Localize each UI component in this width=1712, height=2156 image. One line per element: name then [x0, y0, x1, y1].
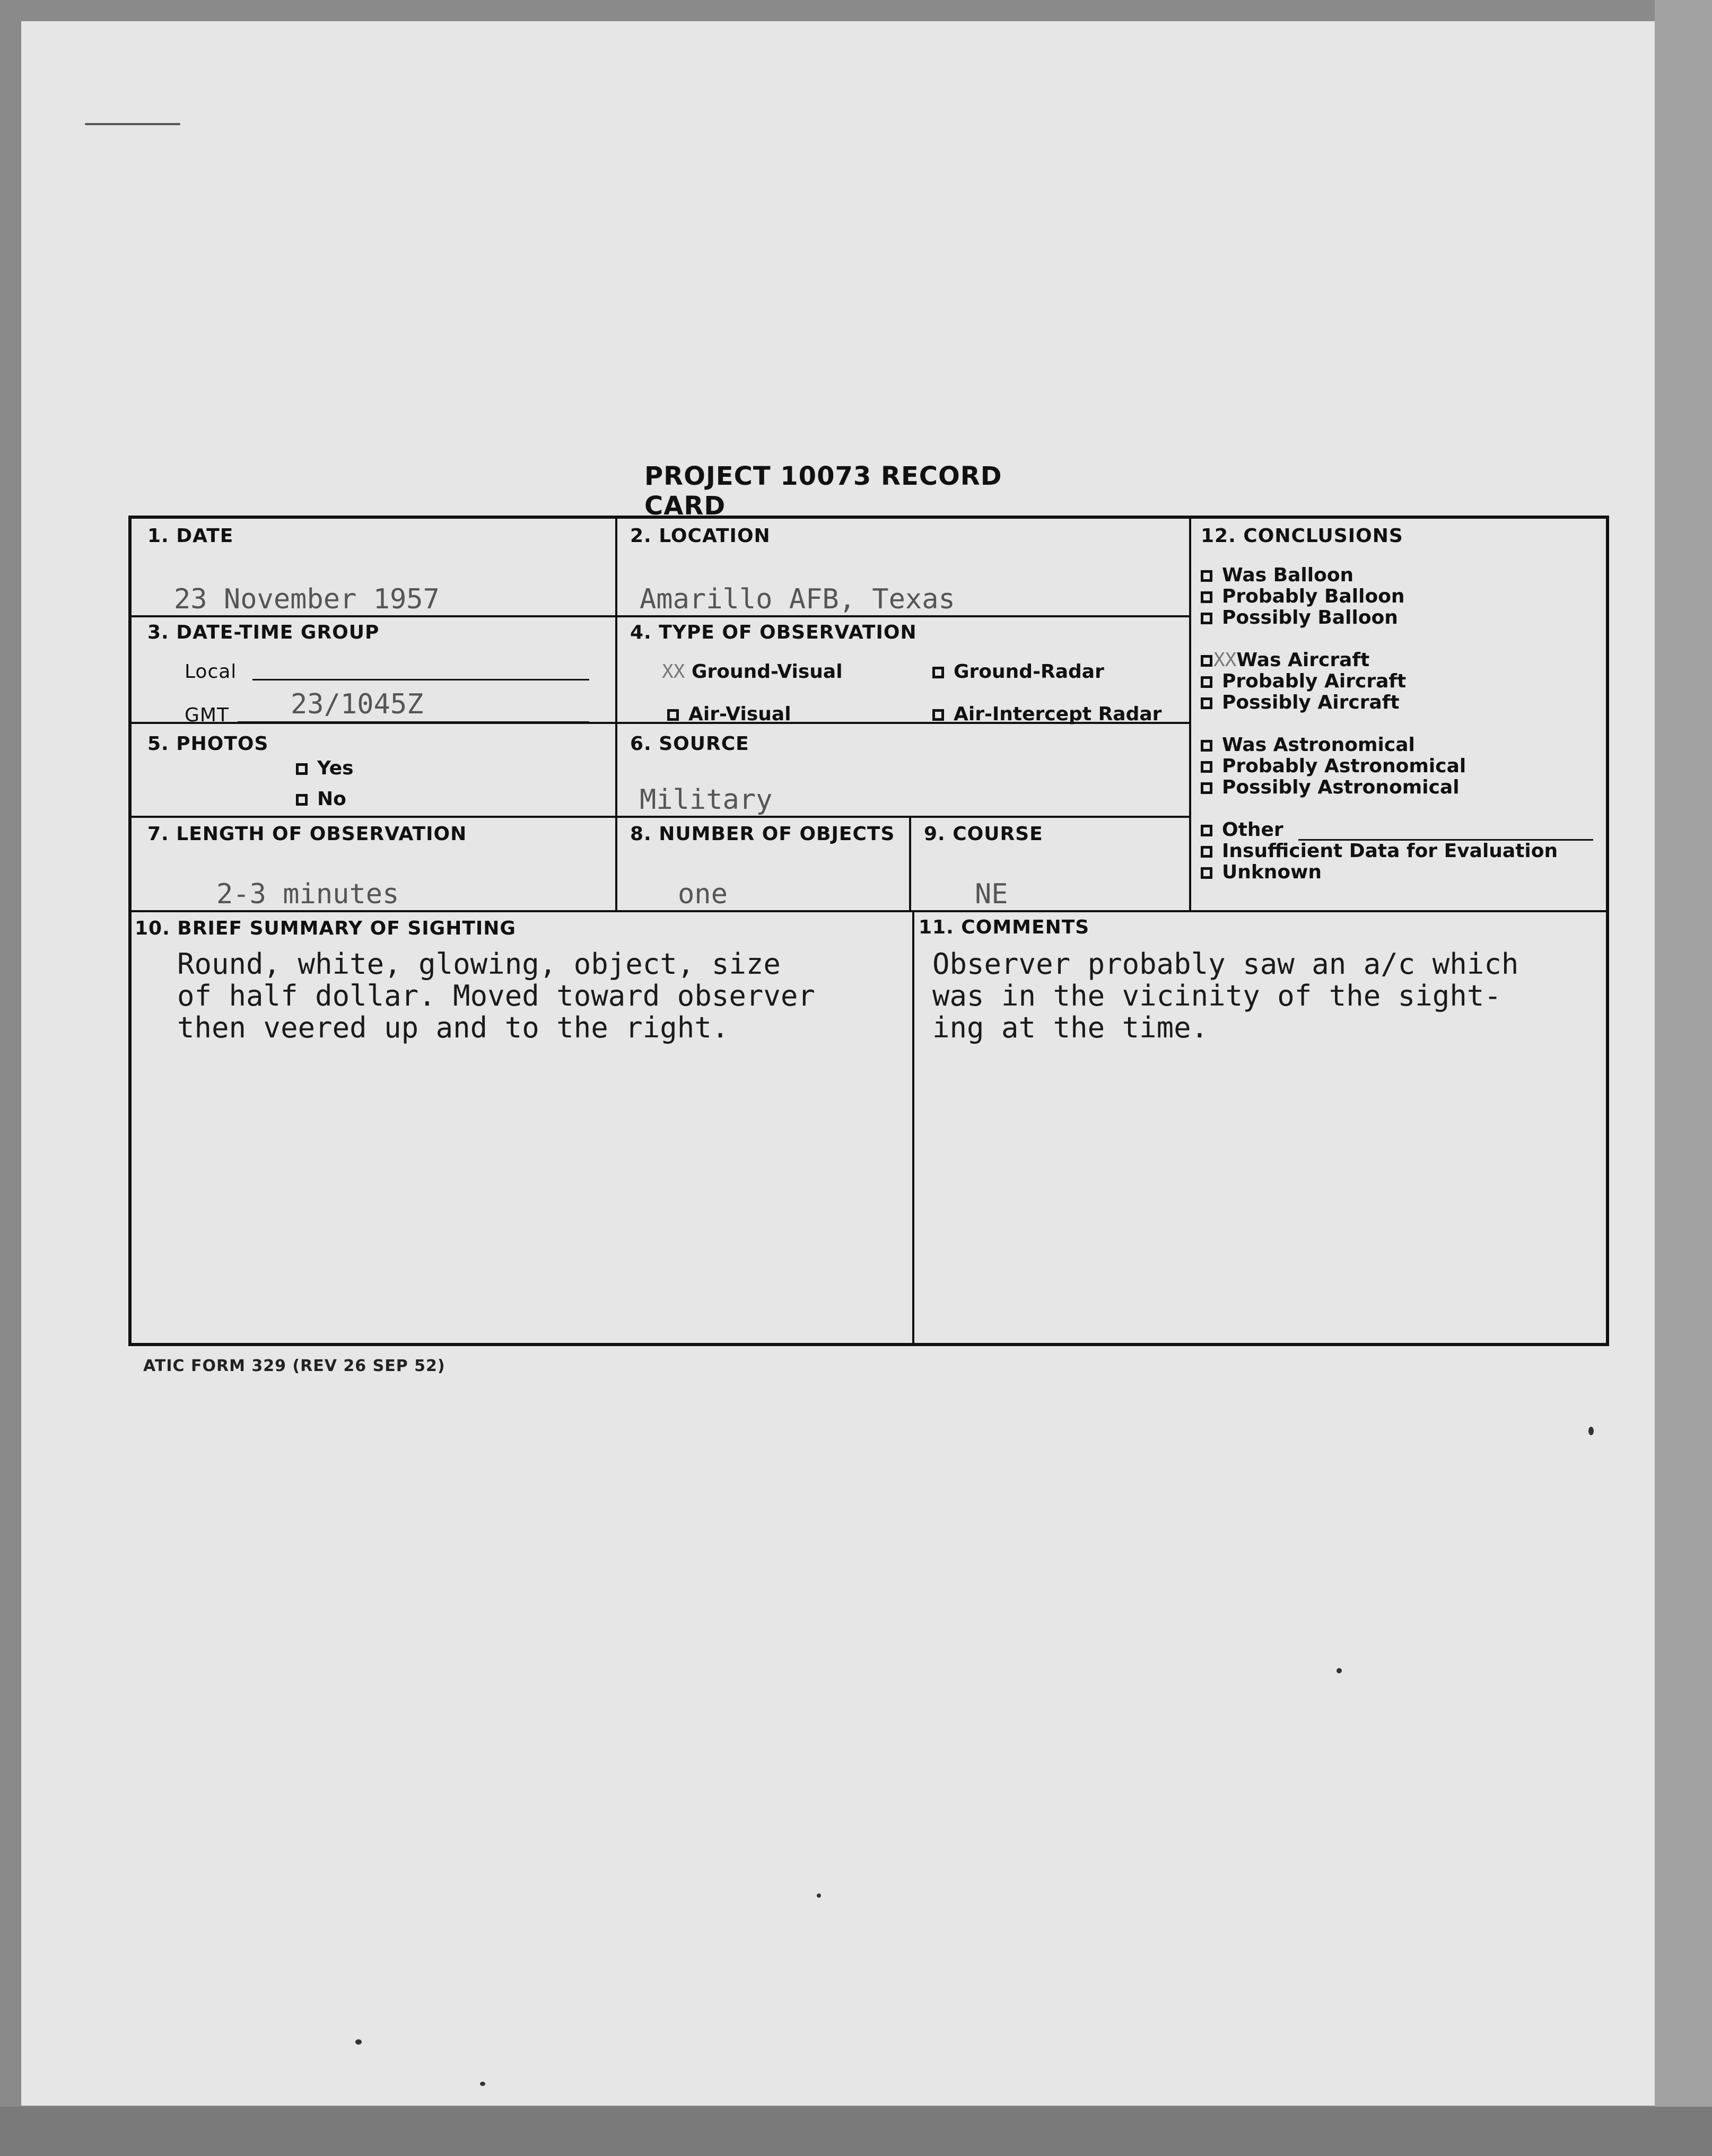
- checkbox-icon: [1201, 740, 1212, 752]
- scan-speck: [817, 1893, 821, 1898]
- checkbox-icon: [1201, 655, 1212, 667]
- summary-label: 10. BRIEF SUMMARY OF SIGHTING: [135, 918, 516, 939]
- source-value: Military: [640, 784, 773, 816]
- air-visual-text: Air-Visual: [688, 703, 791, 725]
- scan-speck: [85, 123, 180, 125]
- course-label: 9. COURSE: [924, 823, 1043, 845]
- checkbox-icon: [1201, 867, 1212, 879]
- obs-ground-radar-option[interactable]: [932, 661, 1104, 683]
- photos-label: 5. PHOTOS: [147, 733, 269, 755]
- obs-air-visual-option[interactable]: [667, 703, 791, 725]
- conclusion-unknown[interactable]: [1201, 861, 1322, 883]
- scan-speck: [480, 2082, 485, 2086]
- air-intercept-text: Air-Intercept Radar: [954, 703, 1162, 725]
- rule-h-4: [132, 910, 1606, 912]
- conclusions-label: 12. CONCLUSIONS: [1201, 525, 1403, 547]
- location-value: Amarillo AFB, Texas: [640, 583, 955, 615]
- length-value: 2-3 minutes: [216, 878, 399, 910]
- rule-v-comments: [912, 910, 914, 1345]
- possibly-aircraft-text: Possibly Aircraft: [1222, 692, 1400, 713]
- probably-balloon-text: Probably Balloon: [1222, 586, 1405, 607]
- rule-v-objects: [909, 817, 911, 910]
- rule-h-3: [132, 816, 1191, 818]
- checkbox-icon: [1201, 676, 1212, 688]
- checkbox-icon: [1201, 570, 1212, 582]
- dtg-label: 3. DATE-TIME GROUP: [147, 622, 380, 643]
- source-label: 6. SOURCE: [630, 733, 749, 755]
- comments-text: Observer probably saw an a/c which was in the vicinity of the sight- ing at the time.: [932, 947, 1519, 1044]
- record-card: [128, 516, 1609, 1346]
- date-label: 1. DATE: [147, 525, 234, 547]
- was-balloon-text: Was Balloon: [1222, 564, 1354, 586]
- conclusion-probably-aircraft[interactable]: [1201, 670, 1406, 692]
- observation-type-label: 4. TYPE OF OBSERVATION: [630, 622, 917, 643]
- checkbox-icon: [932, 709, 944, 721]
- conclusion-insufficient[interactable]: [1201, 840, 1558, 862]
- unknown-text: Unknown: [1222, 861, 1322, 883]
- was-aircraft-text: Was Aircraft: [1236, 649, 1370, 671]
- conclusion-was-aircraft[interactable]: [1201, 649, 1369, 671]
- checkbox-icon: [296, 794, 308, 806]
- checkbox-icon: [296, 763, 308, 775]
- photos-yes-option[interactable]: [296, 757, 354, 779]
- scan-speck: [355, 2039, 362, 2045]
- scan-speck: [1588, 1427, 1594, 1435]
- ground-visual-text: Ground-Visual: [691, 661, 843, 683]
- conclusion-possibly-aircraft[interactable]: [1201, 692, 1400, 713]
- checkbox-icon: [932, 667, 944, 678]
- obs-air-intercept-option[interactable]: [932, 703, 1161, 725]
- checkbox-icon: [1201, 846, 1212, 858]
- checkbox-icon: [1201, 697, 1212, 709]
- conclusion-possibly-astronomical[interactable]: [1201, 776, 1460, 798]
- summary-text: Round, white, glowing, object, size of half dollar. Moved toward observer then veered up and to the right.: [177, 947, 815, 1044]
- ground-radar-text: Ground-Radar: [954, 661, 1104, 683]
- dtg-local-line: [252, 679, 589, 680]
- conclusion-probably-astronomical[interactable]: [1201, 755, 1466, 777]
- photos-no-option[interactable]: [296, 788, 346, 810]
- photos-no-text: No: [317, 788, 346, 810]
- insufficient-text: Insufficient Data for Evaluation: [1222, 840, 1558, 862]
- conclusion-was-astronomical[interactable]: [1201, 734, 1415, 756]
- dtg-gmt-label: GMT: [185, 704, 229, 726]
- was-aircraft-checked-mark: XX: [1213, 649, 1237, 671]
- form-number: ATIC FORM 329 (REV 26 SEP 52): [143, 1357, 446, 1375]
- scan-speck: [1337, 1668, 1342, 1673]
- checkbox-icon: [1201, 825, 1212, 836]
- rule-h-1: [132, 615, 1191, 617]
- dtg-gmt-value: 23/1045Z: [291, 688, 424, 720]
- conclusion-other[interactable]: [1201, 819, 1283, 841]
- dtg-gmt-line: [238, 721, 589, 723]
- checkbox-icon: [667, 709, 679, 721]
- scan-edge-bottom: [0, 2107, 1712, 2156]
- conclusion-was-balloon[interactable]: [1201, 564, 1353, 586]
- conclusion-possibly-balloon[interactable]: [1201, 607, 1398, 629]
- possibly-astronomical-text: Possibly Astronomical: [1222, 776, 1460, 798]
- probably-astronomical-text: Probably Astronomical: [1222, 755, 1466, 777]
- date-value: 23 November 1957: [174, 583, 440, 615]
- checkbox-icon: [1201, 782, 1212, 794]
- probably-aircraft-text: Probably Aircraft: [1222, 670, 1407, 692]
- photos-yes-text: Yes: [317, 757, 354, 779]
- comments-label: 11. COMMENTS: [919, 916, 1090, 938]
- card-title: PROJECT 10073 RECORD CARD: [644, 461, 1002, 521]
- obs-ground-visual-option[interactable]: [662, 661, 843, 683]
- dtg-local-label: Local: [185, 661, 237, 683]
- possibly-balloon-text: Possibly Balloon: [1222, 607, 1398, 629]
- checkbox-icon: [1201, 761, 1212, 773]
- conclusion-probably-balloon[interactable]: [1201, 586, 1405, 607]
- rule-v-conclusions: [1189, 519, 1191, 910]
- ground-visual-checked-mark: XX: [662, 661, 685, 683]
- course-value: NE: [975, 878, 1008, 910]
- other-text: Other: [1222, 819, 1283, 841]
- checkbox-icon: [1201, 613, 1212, 624]
- checkbox-icon: [1201, 591, 1212, 603]
- length-label: 7. LENGTH OF OBSERVATION: [147, 823, 467, 845]
- scan-edge-right: [1655, 0, 1712, 2156]
- location-label: 2. LOCATION: [630, 525, 771, 547]
- rule-v-left: [615, 519, 617, 910]
- objects-label: 8. NUMBER OF OBJECTS: [630, 823, 895, 845]
- objects-value: one: [678, 878, 728, 910]
- was-astronomical-text: Was Astronomical: [1222, 734, 1415, 756]
